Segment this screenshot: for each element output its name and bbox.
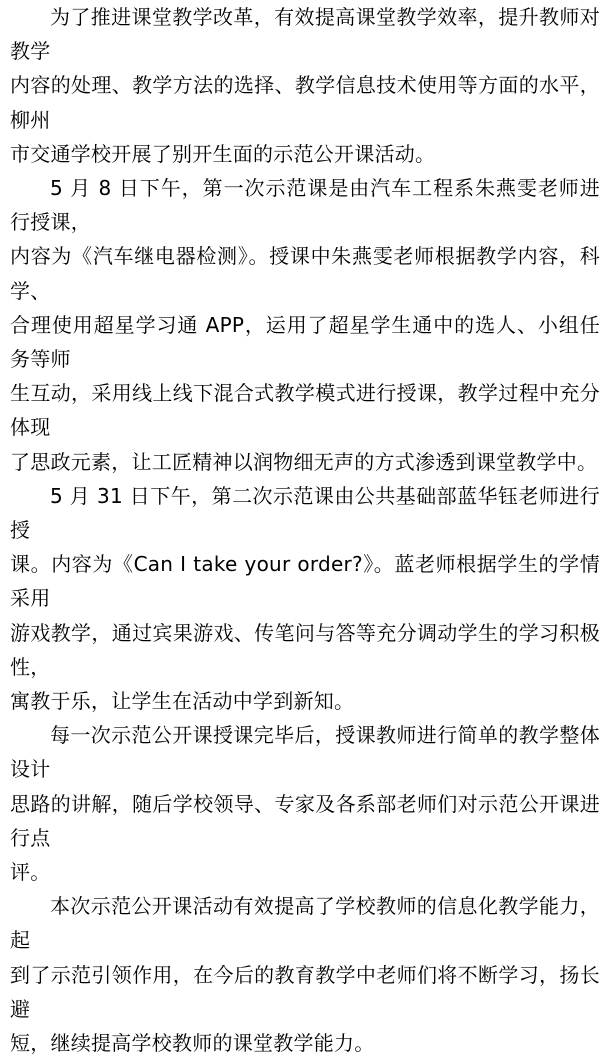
paragraph-review: 每一次示范公开课授课完毕后，授课教师进行简单的教学整体设计 思路的讲解，随后学校领导、专家及各系部老师们对示范公开课进行点 评。: [10, 723, 600, 885]
paragraph-second-demo-class: 5 月 31 日下午，第二次示范课由公共基础部蓝华钰老师进行授 课。内容为《Can I take your order?》。蓝老师根据学生的学情采用 游戏教学，通过宾果游戏、传笔问与答等充分调动学生的学习积极性， 寓教于乐，让学生在活动中学到新知。: [10, 483, 600, 714]
paragraph-conclusion: 本次示范公开课活动有效提高了学校教师的信息化教学能力，起 到了示范引领作用，在今后的教育教学中老师们将不断学习，扬长避 短，继续提高学校教师的课堂教学能力。: [10, 894, 600, 1056]
paragraph-first-demo-class: 5 月 8 日下午，第一次示范课是由汽车工程系朱燕雯老师进行授课， 内容为《汽车继电器检测》。授课中朱燕雯老师根据教学内容，科学、 合理使用超星学习通 APP，运用了超星学生通中的选人、小组任务等师 生互动，采用线上线下混合式教学模式进行授课，教学过程中充分体现 了思政元素，让工匠精神以润物细无声的方式渗透到课堂教学中。: [10, 176, 600, 474]
paragraph-intro: 为了推进课堂教学改革，有效提高课堂教学效率，提升教师对教学 内容的处理、教学方法的选择、教学信息技术使用等方面的水平，柳州 市交通学校开展了别开生面的示范公开课活动。: [10, 5, 600, 166]
article-body: [10, 0, 600, 1060]
